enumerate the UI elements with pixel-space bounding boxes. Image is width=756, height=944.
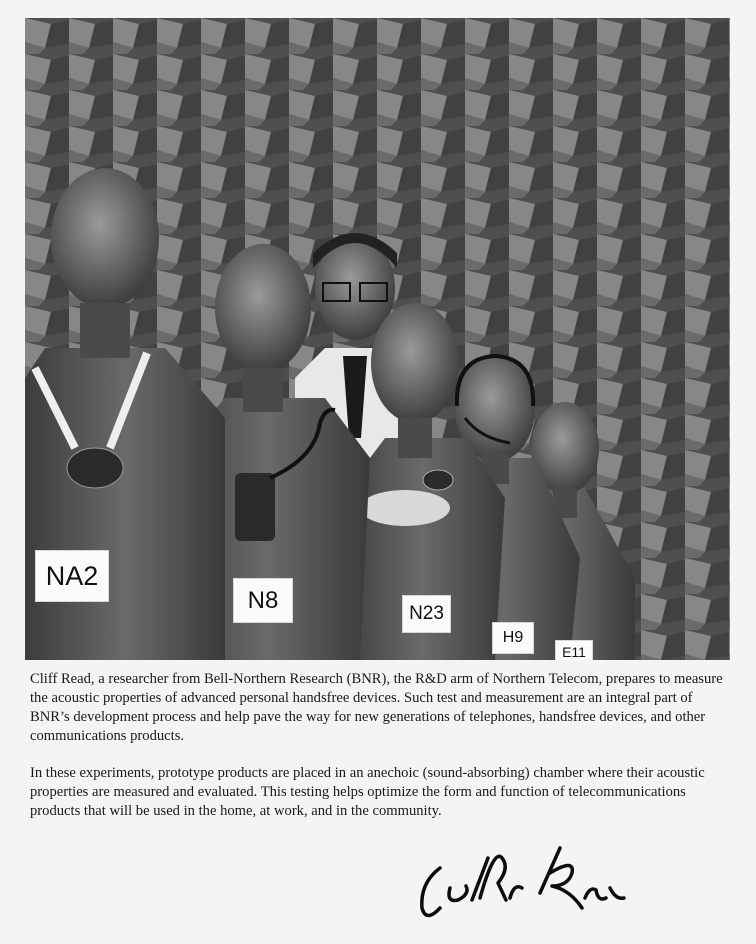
mannequin-tag-na2: NA2 (35, 550, 109, 602)
mannequin-tag-n23: N23 (402, 595, 451, 633)
mannequin-tag-h9: H9 (492, 622, 534, 654)
photo-illustration (25, 18, 730, 660)
caption-paragraph-1: Cliff Read, a researcher from Bell-Northern Research (BNR), the R&D arm of Northern Telecom, prepares to measure the acoustic properties of advanced personal handsfree devices. Such test and measurement are an integral part of BNR’s development process and help pave the way for new generations of telephones, handsfree devices, and other communications products. (30, 671, 723, 744)
mannequin-tag-n8: N8 (233, 578, 293, 623)
caption-paragraph-2: In these experiments, prototype products are placed in an anechoic (sound-absorbing) chamber where their acoustic properties are measured and evaluated. This testing helps optimize the form and function of telecommunications products that will be used in the home, at work, and in the community. (30, 765, 705, 819)
handwritten-signature (410, 828, 645, 928)
mannequin-tag-e11: E11 (555, 640, 593, 660)
photo-caption (30, 670, 735, 839)
photo-anechoic-chamber (25, 18, 730, 660)
